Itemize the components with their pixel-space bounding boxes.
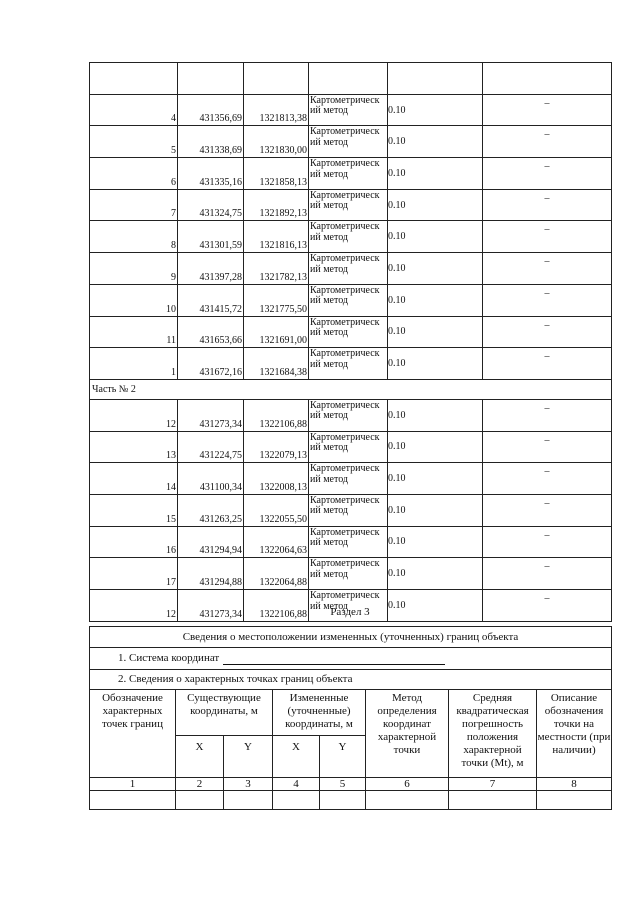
description-cell: –	[483, 431, 612, 463]
col-num-5: 5	[320, 778, 366, 791]
empty-cell	[273, 791, 320, 810]
error-cell: 0.10	[388, 348, 483, 380]
y-coordinate-cell: 1322055,50	[244, 494, 309, 526]
x-coordinate-cell: 431397,28	[178, 253, 244, 285]
x-coordinate-cell: 431653,66	[178, 316, 244, 348]
table-row	[90, 558, 612, 590]
table-row	[90, 463, 612, 495]
point-number-cell: 13	[90, 431, 178, 463]
description-cell: –	[483, 221, 612, 253]
y-coordinate-cell: 1321813,38	[244, 94, 309, 126]
col-num-4: 4	[273, 778, 320, 791]
points-info-label: 2. Сведения о характерных точках границ объекта	[90, 670, 612, 690]
col-num-1: 1	[90, 778, 176, 791]
part-row	[90, 379, 612, 399]
table-row	[90, 94, 612, 126]
empty-cell	[320, 791, 366, 810]
description-cell: –	[483, 94, 612, 126]
y-coordinate-cell: 1322106,88	[244, 399, 309, 431]
description-cell: –	[483, 158, 612, 190]
section-heading: Раздел 3	[330, 606, 370, 618]
error-cell: 0.10	[388, 526, 483, 558]
method-cell: Картометрическ ий метод	[309, 399, 388, 431]
error-cell: 0.10	[388, 590, 483, 622]
method-cell: Картометрическ ий метод	[309, 494, 388, 526]
description-cell	[483, 63, 612, 95]
description-cell: –	[483, 284, 612, 316]
error-cell	[388, 63, 483, 95]
table-row	[90, 189, 612, 221]
x-coordinate-cell: 431356,69	[178, 94, 244, 126]
x-coordinate-cell: 431273,34	[178, 590, 244, 622]
method-cell: Картометрическ ий метод	[309, 316, 388, 348]
point-number-cell: 14	[90, 463, 178, 495]
y-coordinate-cell: 1322079,13	[244, 431, 309, 463]
error-cell: 0.10	[388, 399, 483, 431]
col-num-6: 6	[366, 778, 449, 791]
method-cell: Картометрическ ий метод	[309, 253, 388, 285]
method-cell: Картометрическ ий метод	[309, 348, 388, 380]
point-number-cell: 15	[90, 494, 178, 526]
y-coordinate-cell: 1321775,50	[244, 284, 309, 316]
x-coordinate-cell: 431224,75	[178, 431, 244, 463]
table-row	[90, 494, 612, 526]
x-coordinate-cell: 431335,16	[178, 158, 244, 190]
x-coordinate-cell: 431294,88	[178, 558, 244, 590]
error-cell: 0.10	[388, 221, 483, 253]
table-row	[90, 399, 612, 431]
y-coordinate-cell: 1322064,63	[244, 526, 309, 558]
method-cell: Картометрическ ий метод	[309, 590, 388, 622]
method-cell: Картометрическ ий метод	[309, 431, 388, 463]
description-cell: –	[483, 316, 612, 348]
header-designation: Обозначение характерных точек границ	[90, 690, 176, 778]
y-coordinate-cell: 1321858,13	[244, 158, 309, 190]
error-cell: 0.10	[388, 463, 483, 495]
part-label: Часть № 2	[90, 379, 612, 399]
error-cell: 0.10	[388, 558, 483, 590]
x-coordinate-cell: 431100,34	[178, 463, 244, 495]
table-row	[90, 221, 612, 253]
header-method: Метод определения координат характерной точки	[366, 690, 449, 778]
empty-cell	[224, 791, 273, 810]
empty-cell	[449, 791, 537, 810]
x-coordinate-cell: 431273,34	[178, 399, 244, 431]
header-changed: Измененные (уточненные) координаты, м	[273, 690, 366, 736]
x-coordinate-cell: 431338,69	[178, 126, 244, 158]
point-number-cell: 1	[90, 348, 178, 380]
points-table	[89, 62, 612, 622]
x-coordinate-cell: 431672,16	[178, 348, 244, 380]
y-coordinate-cell: 1321684,38	[244, 348, 309, 380]
error-cell: 0.10	[388, 494, 483, 526]
x-coordinate-cell: 431263,25	[178, 494, 244, 526]
col-num-3: 3	[224, 778, 273, 791]
method-cell: Картометрическ ий метод	[309, 221, 388, 253]
header-existing-x: X	[176, 736, 224, 778]
description-cell: –	[483, 348, 612, 380]
description-cell: –	[483, 558, 612, 590]
col-num-2: 2	[176, 778, 224, 791]
y-coordinate-cell: 1321830,00	[244, 126, 309, 158]
header-error: Средняя квадратическая погрешность положения характерной точки (Мt), м	[449, 690, 537, 778]
description-cell: –	[483, 126, 612, 158]
description-cell: –	[483, 399, 612, 431]
x-coordinate-cell: 431415,72	[178, 284, 244, 316]
empty-cell	[90, 791, 176, 810]
x-coordinate-cell: 431324,75	[178, 189, 244, 221]
x-coordinate-cell	[178, 63, 244, 95]
point-number-cell: 7	[90, 189, 178, 221]
coord-system-row	[90, 648, 612, 670]
empty-cell	[366, 791, 449, 810]
table-row	[90, 284, 612, 316]
header-changed-y: Y	[320, 736, 366, 778]
y-coordinate-cell	[244, 63, 309, 95]
table-row	[90, 431, 612, 463]
table-row	[90, 158, 612, 190]
method-cell: Картометрическ ий метод	[309, 526, 388, 558]
y-coordinate-cell: 1322106,88	[244, 590, 309, 622]
col-num-8: 8	[537, 778, 612, 791]
table-row	[90, 526, 612, 558]
description-cell: –	[483, 189, 612, 221]
method-cell: Картометрическ ий метод	[309, 94, 388, 126]
coord-system-blank	[223, 654, 445, 665]
point-number-cell: 12	[90, 590, 178, 622]
point-number-cell: 16	[90, 526, 178, 558]
header-desc: Описание обозначения точки на местности (при наличии)	[537, 690, 612, 778]
method-cell	[309, 63, 388, 95]
description-cell: –	[483, 253, 612, 285]
point-number-cell: 5	[90, 126, 178, 158]
coord-system-label: 1. Система координат	[118, 652, 220, 664]
point-number-cell	[90, 63, 178, 95]
point-number-cell: 17	[90, 558, 178, 590]
point-number-cell: 12	[90, 399, 178, 431]
header-existing-y: Y	[224, 736, 273, 778]
description-cell: –	[483, 526, 612, 558]
point-number-cell: 10	[90, 284, 178, 316]
point-number-cell: 6	[90, 158, 178, 190]
y-coordinate-cell: 1321816,13	[244, 221, 309, 253]
table-row	[90, 63, 612, 95]
point-number-cell: 11	[90, 316, 178, 348]
section-title: Сведения о местоположении измененных (уточненных) границ объекта	[90, 627, 612, 648]
empty-cell	[176, 791, 224, 810]
y-coordinate-cell: 1322064,88	[244, 558, 309, 590]
description-cell: –	[483, 494, 612, 526]
header-existing: Существующие координаты, м	[176, 690, 273, 736]
method-cell: Картометрическ ий метод	[309, 558, 388, 590]
point-number-cell: 8	[90, 221, 178, 253]
error-cell: 0.10	[388, 94, 483, 126]
point-number-cell: 4	[90, 94, 178, 126]
x-coordinate-cell: 431301,59	[178, 221, 244, 253]
description-cell: –	[483, 590, 612, 622]
table-row	[90, 316, 612, 348]
method-cell: Картометрическ ий метод	[309, 126, 388, 158]
error-cell: 0.10	[388, 316, 483, 348]
method-cell: Картометрическ ий метод	[309, 158, 388, 190]
error-cell: 0.10	[388, 158, 483, 190]
error-cell: 0.10	[388, 431, 483, 463]
table-row	[90, 253, 612, 285]
method-cell: Картометрическ ий метод	[309, 284, 388, 316]
method-cell: Картометрическ ий метод	[309, 463, 388, 495]
y-coordinate-cell: 1321782,13	[244, 253, 309, 285]
header-changed-x: X	[273, 736, 320, 778]
table-row	[90, 126, 612, 158]
error-cell: 0.10	[388, 253, 483, 285]
error-cell: 0.10	[388, 189, 483, 221]
table-row	[90, 348, 612, 380]
col-num-7: 7	[449, 778, 537, 791]
section3-table	[89, 626, 612, 810]
empty-cell	[537, 791, 612, 810]
y-coordinate-cell: 1321892,13	[244, 189, 309, 221]
description-cell: –	[483, 463, 612, 495]
x-coordinate-cell: 431294,94	[178, 526, 244, 558]
error-cell: 0.10	[388, 126, 483, 158]
method-cell: Картометрическ ий метод	[309, 189, 388, 221]
point-number-cell: 9	[90, 253, 178, 285]
y-coordinate-cell: 1321691,00	[244, 316, 309, 348]
y-coordinate-cell: 1322008,13	[244, 463, 309, 495]
error-cell: 0.10	[388, 284, 483, 316]
